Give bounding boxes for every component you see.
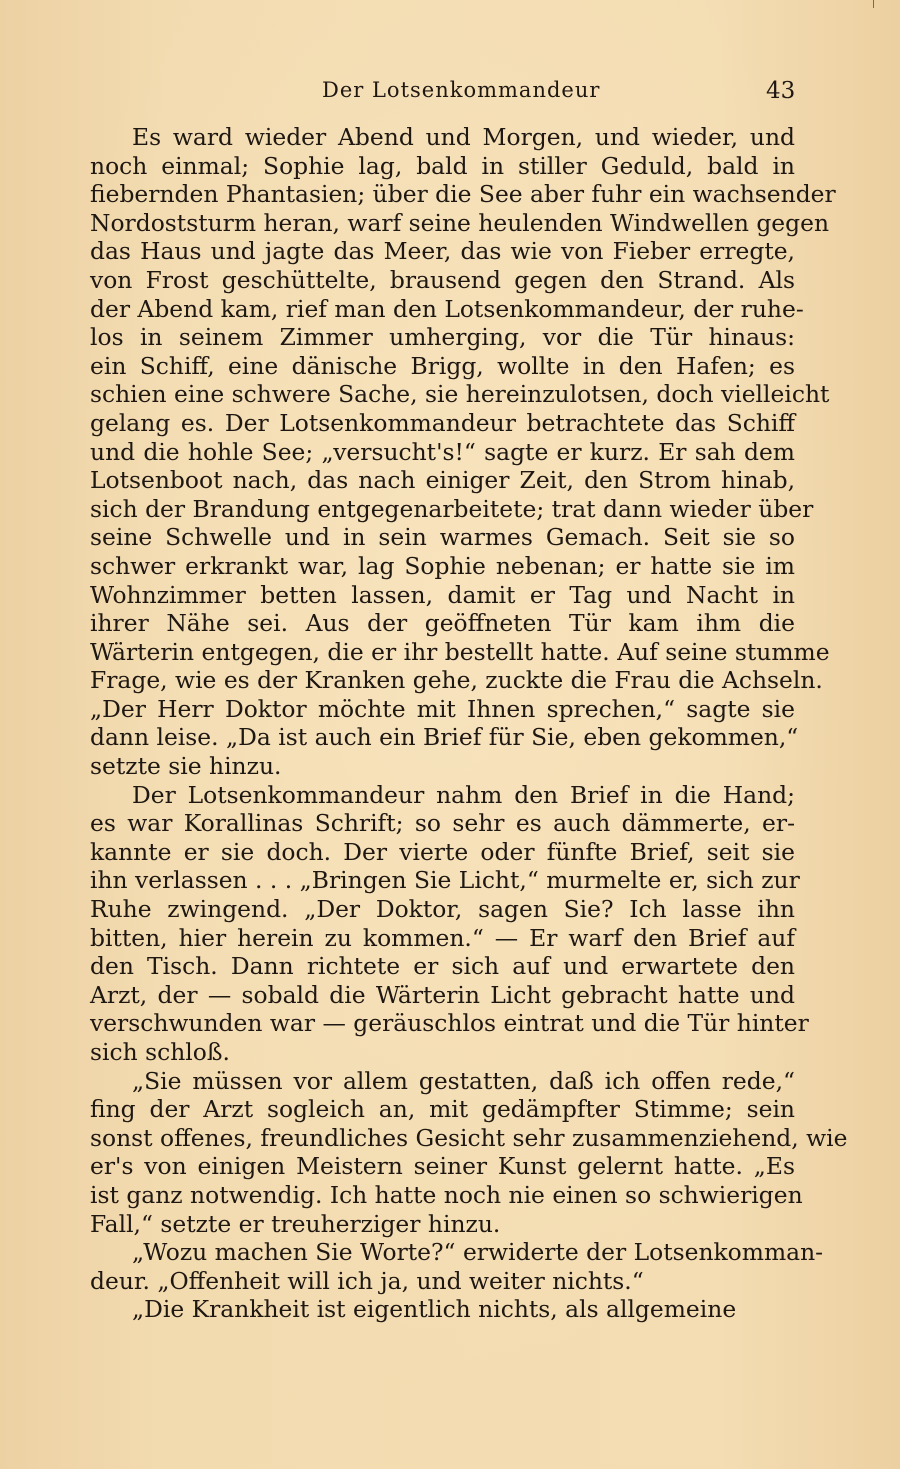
text-line: seine Schwelle und in sein warmes Gemach. Seit sie so: [90, 523, 795, 552]
text-line: ihn verlassen . . . „Bringen Sie Licht,“ murmelte er, sich zur: [90, 866, 800, 895]
text-line: ihrer Nähe sei. Aus der geöffneten Tür kam ihm die: [90, 609, 795, 638]
text-line: Fall,“ setzte er treuherziger hinzu.: [90, 1209, 501, 1238]
text-line: Arzt, der — sobald die Wärterin Licht gebracht hatte und: [90, 980, 795, 1009]
text-line: „Der Herr Doktor möchte mit Ihnen sprechen,“ sagte sie: [90, 694, 795, 723]
text-line: er's von einigen Meistern seiner Kunst gelernt hatte. „Es: [90, 1152, 795, 1181]
text-line: noch einmal; Sophie lag, bald in stiller Geduld, bald in: [90, 151, 795, 180]
page-edge-mark: [873, 0, 874, 8]
paragraph: [90, 780, 809, 1067]
text-line: den Tisch. Dann richtete er sich auf und erwartete den: [90, 952, 795, 981]
text-line: der Abend kam, rief man den Lotsenkommandeur, der ruhe-: [90, 294, 804, 323]
text-line: „Sie müssen vor allem gestatten, daß ich offen rede,“: [132, 1066, 795, 1095]
text-line: schien eine schwere Sache, sie hereinzulotsen, doch vielleicht: [90, 380, 830, 409]
text-line: Es ward wieder Abend und Morgen, und wieder, und: [132, 123, 795, 151]
text-line: deur. „Offenheit will ich ja, und weiter nichts.“: [90, 1266, 644, 1295]
text-line: Wärterin entgegen, die er ihr bestellt hatte. Auf seine stumme: [90, 637, 830, 666]
text-line: ist ganz notwendig. Ich hatte noch nie einen so schwierigen: [90, 1180, 803, 1209]
text-line: es war Korallinas Schrift; so sehr es auch dämmerte, er-: [90, 809, 795, 838]
text-line: Ruhe zwingend. „Der Doktor, sagen Sie? Ich lasse ihn: [90, 895, 795, 924]
text-line: kannte er sie doch. Der vierte oder fünfte Brief, seit sie: [90, 837, 795, 866]
text-line: Frage, wie es der Kranken gehe, zuckte die Frau die Achseln.: [90, 666, 823, 695]
text-line: Lotsenboot nach, das nach einiger Zeit, den Strom hinab,: [90, 466, 795, 495]
paragraph: [90, 1066, 848, 1239]
text-line: verschwunden war — geräuschlos eintrat und die Tür hinter: [90, 1009, 809, 1038]
text-line: ein Schiff, eine dänische Brigg, wollte in den Hafen; es: [90, 351, 795, 380]
text-line: dann leise. „Da ist auch ein Brief für Sie, eben gekommen,“: [90, 723, 799, 752]
paragraph: [90, 123, 836, 781]
text-line: Der Lotsenkommandeur nahm den Brief in die Hand;: [132, 780, 795, 809]
text-line: „Die Krankheit ist eigentlich nichts, als allgemeine: [132, 1295, 737, 1324]
text-line: sich schloß.: [90, 1038, 230, 1066]
text-line: Wohnzimmer betten lassen, damit er Tag und Nacht in: [90, 580, 795, 609]
text-line: bitten, hier herein zu kommen.“ — Er warf den Brief auf: [90, 923, 795, 952]
running-head: [0, 78, 900, 110]
page-number: 43: [766, 78, 796, 104]
text-line: gelang es. Der Lotsenkommandeur betrachtete das Schiff: [90, 408, 795, 437]
text-line: fiebernden Phantasien; über die See aber fuhr ein wachsender: [90, 180, 836, 209]
text-line: sich der Brandung entgegenarbeitete; trat dann wieder über: [90, 494, 814, 523]
text-line: das Haus und jagte das Meer, das wie von Fieber erregte,: [90, 237, 795, 266]
text-line: setzte sie hinzu.: [90, 752, 282, 781]
paragraph: [90, 1238, 824, 1295]
text-line: schwer erkrankt war, lag Sophie nebenan; er hatte sie im: [90, 551, 795, 580]
text-line: von Frost geschüttelte, brausend gegen den Strand. Als: [90, 265, 795, 294]
text-line: Nordoststurm heran, warf seine heulenden Windwellen gegen: [90, 208, 830, 237]
paragraph: [90, 1295, 795, 1324]
text-line: sonst offenes, freundliches Gesicht sehr zusammenziehend, wie: [90, 1123, 848, 1152]
text-line: „Wozu machen Sie Worte?“ erwiderte der Lotsenkomman-: [132, 1238, 824, 1267]
text-line: los in seinem Zimmer umherging, vor die Tür hinaus:: [90, 323, 795, 352]
running-head-title: Der Lotsenkommandeur: [322, 78, 601, 102]
text-line: fing der Arzt sogleich an, mit gedämpfter Stimme; sein: [90, 1095, 795, 1124]
body-text: [90, 123, 848, 1324]
text-line: und die hohle See; „versucht's!“ sagte er kurz. Er sah dem: [90, 437, 795, 466]
